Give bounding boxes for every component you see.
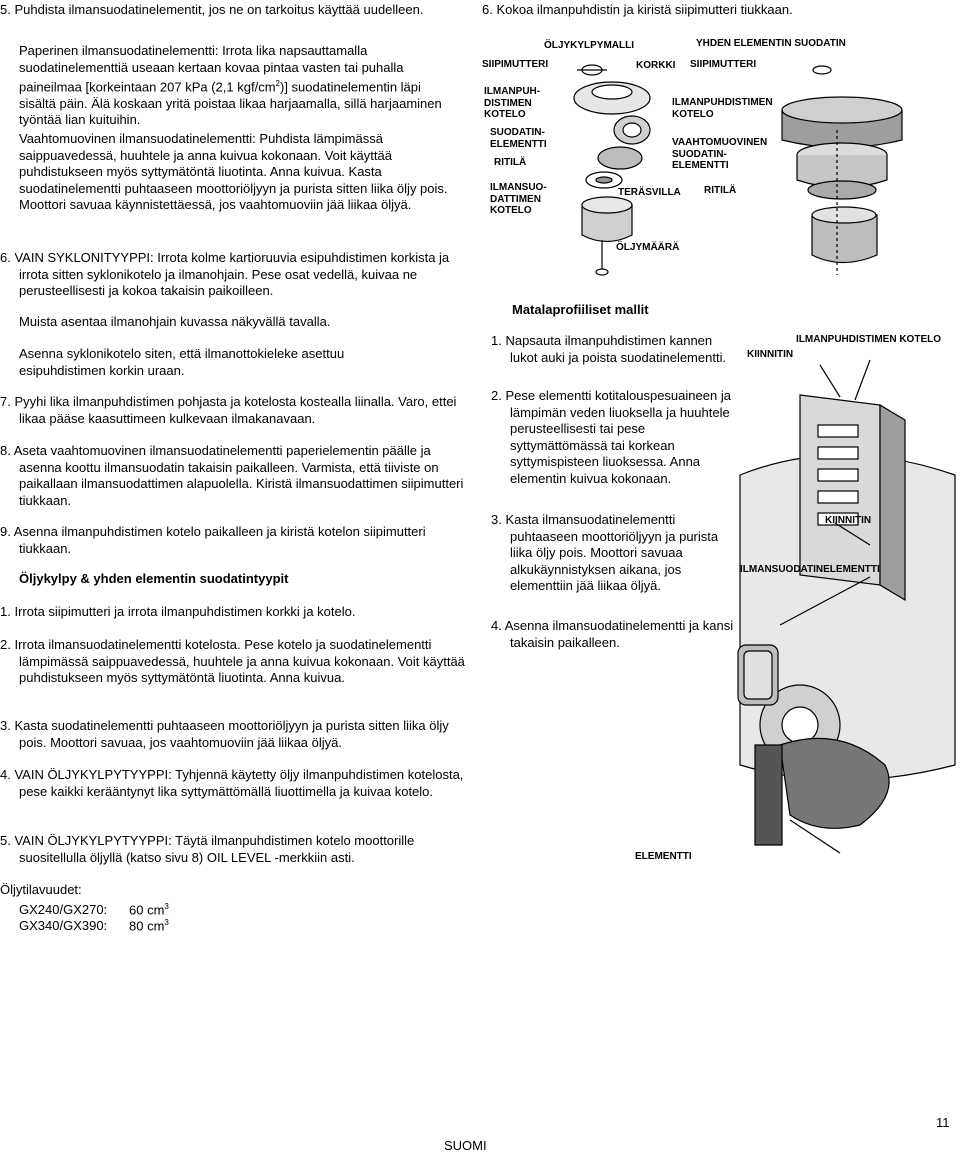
- oil-bath-exploded-diagram: [482, 30, 960, 290]
- label-air-filter-element: ILMANSUODATINELEMENTTI: [740, 564, 880, 575]
- oil-step-1: 1. Irrota siipimutteri ja irrota ilmanpuhdistimen korkki ja kotelo.: [0, 604, 356, 619]
- oil-step-2: 2. Irrota ilmansuodatinelementti kotelosta. Pese kotelo ja suodatinelementti lämpimässä saippuavedessä, huuhtele ja anna kuivua kokonaan. Voit käyttää puhdistukseen myös syttymätöntä liuotinta. Anna kuivua.: [0, 637, 465, 685]
- step-6-assemble: 6. Kokoa ilmanpuhdistin ja kiristä siipimutteri tiukkaan.: [482, 2, 793, 17]
- label-steel-wool: TERÄSVILLA: [618, 187, 681, 198]
- paper-filter-paragraph: [19, 43, 451, 129]
- language-label: SUOMI: [444, 1138, 487, 1153]
- label-wing-nut-left: SIIPIMUTTERI: [482, 59, 549, 70]
- oil-step-3: 3. Kasta suodatinelementti puhtaaseen moottoriöljyyn ja purista sitten liika öljy pois. Moottori savuaa, jos vaahtomuoviin jää liikaa öljyä.: [0, 718, 449, 750]
- label-filter-case: ILMANSUO- DATTIMEN KOTELO: [490, 182, 547, 216]
- low-profile-heading: Matalaprofiiliset mallit: [512, 302, 649, 317]
- label-single-element-filter: YHDEN ELEMENTIN SUODATIN: [696, 38, 846, 49]
- label-oil-level: ÖLJYMÄÄRÄ: [616, 242, 680, 253]
- page-number: 11: [936, 1115, 950, 1130]
- capacity-value: 60 cm: [129, 902, 165, 918]
- install-note: Asenna syklonikotelo siten, että ilmanottokieleke asettuu esipuhdistimen korkin uraan.: [19, 346, 345, 378]
- low-profile-illustration: [720, 325, 960, 870]
- label-clip-1: KIINNITIN: [747, 349, 794, 360]
- step-5-heading: 5. Puhdista ilmansuodatinelementit, jos ne on tarkoitus käyttää uudelleen.: [0, 2, 424, 17]
- label-cover: KORKKI: [636, 60, 676, 71]
- label-filter-element-left: SUODATIN- ELEMENTTI: [490, 127, 547, 150]
- label-clip-2: KIINNITIN: [825, 515, 872, 526]
- low-profile-step-1: 1. Napsauta ilmanpuhdistimen kannen lukot auki ja poista suodatinelementti.: [491, 333, 727, 365]
- capacity-model: GX340/GX390:: [19, 918, 108, 934]
- remember-note: Muista asentaa ilmanohjain kuvassa näkyvällä tavalla.: [19, 314, 331, 329]
- paper-filter-text-a: Paperinen ilmansuodatinelementti: Irrota lika napsauttamalla suodatinelementtiä useaan kertaan kovaa pintaa vasten tai puhalla paineilmaa [korkeintaan 207 kPa (2,1 kgf/cm: [19, 43, 404, 95]
- low-profile-step-3: 3. Kasta ilmansuodatinelementti puhtaaseen moottoriöljyyn ja purista liika öljy pois. Moottori savuaa alkukäynnistyksen aikana, jos elementtiin jää liikaa öljyä.: [491, 512, 719, 593]
- label-element: ELEMENTTI: [635, 851, 692, 862]
- oil-step-4: 4. VAIN ÖLJYKYLPYTYYPPI: Tyhjennä käytetty öljy ilmanpuhdistimen kotelosta, pese kaikki kerääntynyt lika syttymättömällä liuottimella ja kuivaa kotelo.: [0, 767, 464, 799]
- foam-filter-paragraph: Vaahtomuovinen ilmansuodatinelementti: Puhdista lämpimässä saippuavedessä, huuhtele ja anna kuivua kokonaan. Voit käyttää puhdistukseen myös syttymätöntä liuotinta. Anna kuivua. Kasta suodatinelementti puhtaaseen moottoriöljyyn ja purista sitten liika öljy pois. Moottori savuaa käynnistettäessä, jos vaahtomuoviin jää liikaa öljyä.: [19, 131, 448, 212]
- low-profile-step-2: 2. Pese elementti kotitalouspesuaineen ja lämpimän veden liuoksella ja huuhtele perusteellisesti tai pese syttymättömässä tai korkean syttymispisteen liuoksessa. Anna elementin kuivua kokonaan.: [491, 388, 731, 486]
- oil-capacity-title: Öljytilavuudet:: [0, 882, 82, 897]
- low-profile-step-4: 4. Asenna ilmansuodatinelementti ja kansi takaisin paikalleen.: [491, 618, 734, 650]
- low-profile-diagram: [635, 325, 960, 870]
- label-air-cleaner-case: ILMANPUHDISTIMEN KOTELO: [796, 334, 941, 345]
- paper-filter-text-b: )] suodatinelementin läpi sisältä päin. Älä koskaan yritä poistaa likaa harjaamalla, sillä harjaaminen työntää lian kuituihin.: [19, 79, 442, 128]
- step-9: 9. Asenna ilmanpuhdistimen kotelo paikalleen ja kiristä kotelon siipimutteri tiukkaan.: [0, 524, 426, 556]
- capacity-superscript: 3: [164, 918, 169, 927]
- capacity-model: GX240/GX270:: [19, 902, 108, 918]
- oil-capacity-row-2: [19, 915, 169, 935]
- oil-bath-heading: Öljykylpy & yhden elementin suodatintyypit: [19, 571, 289, 586]
- label-cleaner-case-left: ILMANPUH- DISTIMEN KOTELO: [484, 86, 541, 120]
- paper-filter-superscript: 2: [275, 79, 280, 88]
- label-foam-filter-element: VAAHTOMUOVINEN SUODATIN- ELEMENTTI: [672, 137, 768, 171]
- oil-step-5: 5. VAIN ÖLJYKYLPYTYYPPI: Täytä ilmanpuhdistimen kotelo moottorille suositellulla öljyllä (katso sivu 8) OIL LEVEL -merkkiin asti.: [0, 833, 415, 865]
- label-cleaner-case-right: ILMANPUHDISTIMEN KOTELO: [672, 97, 773, 120]
- label-oil-bath-model: ÖLJYKYLPYMALLI: [544, 40, 635, 51]
- step-7: 7. Pyyhi lika ilmanpuhdistimen pohjasta ja kotelosta kostealla liinalla. Varo, ettei likaa pääse kaasuttimeen kulkevaan ilmakanavaan.: [0, 394, 457, 426]
- capacity-superscript: 3: [164, 902, 169, 911]
- step-8: 8. Aseta vaahtomuovinen ilmansuodatinelementti paperielementin päälle ja asenna koottu ilmansuodatin takaisin paikalleen. Varmista, että tiiviste on paikallaan ilmansuodattimen alapuolella. Kiristä ilmansuodattimen siipimutteri tiukkaan.: [0, 443, 464, 508]
- label-grid-left: RITILÄ: [494, 157, 527, 168]
- step-6-cyclone: 6. VAIN SYKLONITYYPPI: Irrota kolme kartioruuvia esipuhdistimen korkista ja irrota sitten syklonikotelo ja ilmanohjain. Pese osat vedellä, kuivaa ne perusteellisesti ja kokoa takaisin paikoilleen.: [0, 250, 450, 298]
- label-grid-right: RITILÄ: [704, 185, 737, 196]
- capacity-value: 80 cm: [129, 918, 165, 934]
- label-wing-nut-right: SIIPIMUTTERI: [690, 59, 757, 70]
